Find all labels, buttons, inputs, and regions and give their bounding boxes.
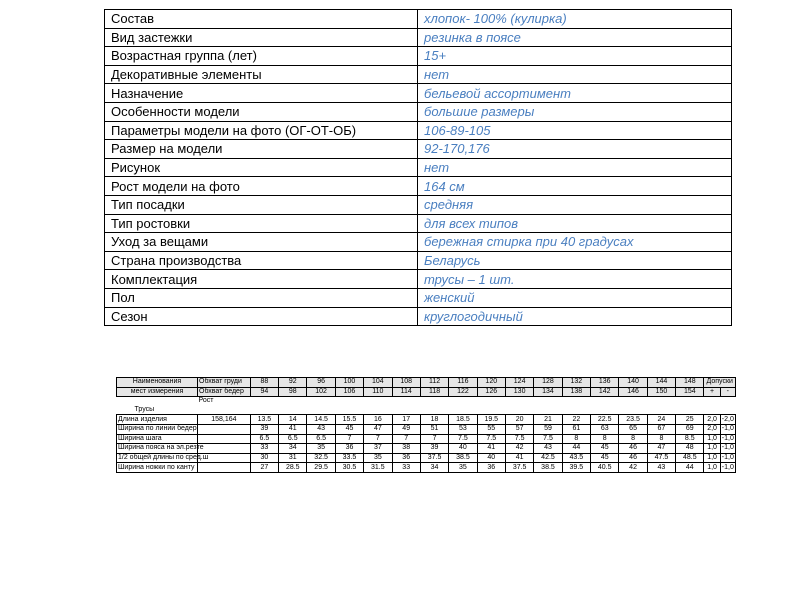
measurement-value: 17 bbox=[392, 415, 420, 425]
attribute-value: женский bbox=[418, 288, 732, 307]
attribute-row bbox=[105, 158, 732, 177]
measurement-label: Ширина по линии бедер bbox=[118, 425, 197, 433]
measurement-value: 41 bbox=[505, 453, 533, 463]
attribute-row bbox=[105, 288, 732, 307]
hip-value: 94 bbox=[250, 387, 278, 397]
measurement-value: 57 bbox=[505, 424, 533, 434]
attribute-name: Рисунок bbox=[105, 158, 418, 177]
measurement-value: 38 bbox=[392, 444, 420, 454]
measurement-value: 43 bbox=[307, 424, 335, 434]
measurement-value: 42.5 bbox=[534, 453, 562, 463]
measurement-value: 37 bbox=[364, 444, 392, 454]
measurement-label: Ширина ножки по канту bbox=[117, 463, 198, 473]
measurement-value: 18.5 bbox=[449, 415, 477, 425]
attribute-name: Параметры модели на фото (ОГ-ОТ-ОБ) bbox=[105, 121, 418, 140]
measurement-value: 49 bbox=[392, 424, 420, 434]
tolerance-minus: -1,0 bbox=[721, 463, 734, 471]
height-value bbox=[198, 444, 251, 454]
attribute-value: 164 см bbox=[418, 177, 732, 196]
attribute-name: Сезон bbox=[105, 307, 418, 326]
measurement-value: 7.5 bbox=[477, 434, 505, 444]
chest-value: 140 bbox=[619, 378, 647, 388]
attribute-row bbox=[105, 233, 732, 252]
tolerance-minus-header: - bbox=[720, 387, 735, 397]
measurement-value: 39 bbox=[250, 424, 278, 434]
measurement-value: 8 bbox=[647, 434, 675, 444]
measurement-value: 7 bbox=[364, 434, 392, 444]
measurement-value: 8 bbox=[591, 434, 619, 444]
hip-value: 138 bbox=[562, 387, 590, 397]
attribute-value: 92-170,176 bbox=[418, 140, 732, 159]
attribute-row bbox=[105, 84, 732, 103]
attribute-value: 15+ bbox=[418, 47, 732, 66]
measurement-value: 28.5 bbox=[279, 463, 307, 473]
attribute-name: Размер на модели bbox=[105, 140, 418, 159]
height-value bbox=[198, 463, 251, 473]
hip-value: 134 bbox=[534, 387, 562, 397]
hip-value: 110 bbox=[364, 387, 392, 397]
chest-value: 136 bbox=[591, 378, 619, 388]
tolerance-minus: -1,0 bbox=[721, 434, 734, 442]
measurement-value: 69 bbox=[676, 424, 704, 434]
attribute-value: круглогодичный bbox=[418, 307, 732, 326]
measurement-value: 7 bbox=[420, 434, 448, 444]
measurement-value: 33 bbox=[250, 444, 278, 454]
measurement-row bbox=[117, 444, 736, 454]
chest-value: 104 bbox=[364, 378, 392, 388]
hip-value: 122 bbox=[449, 387, 477, 397]
attribute-row bbox=[105, 140, 732, 159]
attribute-row bbox=[105, 270, 732, 289]
chest-value: 148 bbox=[676, 378, 704, 388]
measurement-value: 40.5 bbox=[591, 463, 619, 473]
attribute-row bbox=[105, 214, 732, 233]
measurement-value: 40 bbox=[477, 453, 505, 463]
height-value: 158,164 bbox=[198, 415, 251, 425]
tolerance-plus: 2,0 bbox=[704, 415, 720, 425]
attribute-value: резинка в поясе bbox=[418, 28, 732, 47]
measurement-value: 39.5 bbox=[562, 463, 590, 473]
chest-value: 96 bbox=[307, 378, 335, 388]
attribute-row bbox=[105, 307, 732, 326]
measurement-value: 36 bbox=[392, 453, 420, 463]
attribute-value: бельевой ассортимент bbox=[418, 84, 732, 103]
measurement-value: 41 bbox=[279, 424, 307, 434]
measurement-value: 34 bbox=[420, 463, 448, 473]
chest-value: 128 bbox=[534, 378, 562, 388]
measurement-value: 15.5 bbox=[335, 415, 363, 425]
measurement-value: 6.5 bbox=[307, 434, 335, 444]
measurement-value: 63 bbox=[591, 424, 619, 434]
attribute-name: Рост модели на фото bbox=[105, 177, 418, 196]
size-chart-table bbox=[116, 377, 736, 473]
measurement-row bbox=[117, 434, 736, 444]
measurement-row bbox=[117, 415, 736, 425]
measurement-label: Ширина пояса на эл.резте bbox=[118, 444, 204, 452]
measurement-value: 23.5 bbox=[619, 415, 647, 425]
attribute-value: трусы – 1 шт. bbox=[418, 270, 732, 289]
garment-label: Трусы bbox=[117, 406, 198, 415]
hip-value: 150 bbox=[647, 387, 675, 397]
hip-value: 118 bbox=[420, 387, 448, 397]
measurement-value: 27 bbox=[250, 463, 278, 473]
attribute-row bbox=[105, 102, 732, 121]
attribute-row bbox=[105, 47, 732, 66]
height-label-row bbox=[117, 397, 736, 406]
measurement-value: 35 bbox=[449, 463, 477, 473]
attribute-row bbox=[105, 195, 732, 214]
measurement-value: 61 bbox=[562, 424, 590, 434]
height-label: Рост bbox=[198, 397, 214, 405]
measurement-value: 8.5 bbox=[676, 434, 704, 444]
measurement-value: 29.5 bbox=[307, 463, 335, 473]
attribute-value: хлопок- 100% (кулирка) bbox=[418, 10, 732, 29]
measurement-label: 1/2 общей длины по сред.ш bbox=[118, 454, 209, 462]
measurement-value: 6.5 bbox=[279, 434, 307, 444]
chest-value: 116 bbox=[449, 378, 477, 388]
measurement-value: 8 bbox=[562, 434, 590, 444]
attribute-name: Особенности модели bbox=[105, 102, 418, 121]
measurement-value: 45 bbox=[591, 453, 619, 463]
measurement-value: 7 bbox=[392, 434, 420, 444]
measurement-value: 22 bbox=[562, 415, 590, 425]
measurement-value: 42 bbox=[505, 444, 533, 454]
attribute-row bbox=[105, 177, 732, 196]
hip-value: 126 bbox=[477, 387, 505, 397]
tolerance-minus: -1,0 bbox=[721, 444, 734, 452]
measurement-value: 7.5 bbox=[449, 434, 477, 444]
size-header-row-hips bbox=[117, 387, 736, 397]
measurement-label: Ширина шага bbox=[117, 434, 198, 444]
tolerance-label: Допуски bbox=[704, 378, 736, 388]
hip-value: 114 bbox=[392, 387, 420, 397]
measurement-value: 47 bbox=[364, 424, 392, 434]
chest-value: 112 bbox=[420, 378, 448, 388]
measurement-value: 46 bbox=[619, 444, 647, 454]
hip-value: 146 bbox=[619, 387, 647, 397]
height-value bbox=[198, 424, 251, 434]
measurement-value: 7.5 bbox=[534, 434, 562, 444]
measurement-value: 65 bbox=[619, 424, 647, 434]
measurement-value: 21 bbox=[534, 415, 562, 425]
tolerance-minus: -2,0 bbox=[721, 415, 734, 423]
measurement-value: 20 bbox=[505, 415, 533, 425]
measurement-value: 48 bbox=[676, 444, 704, 454]
measurement-value: 30.5 bbox=[335, 463, 363, 473]
tolerance-plus-header: + bbox=[704, 387, 720, 397]
measurement-value: 25 bbox=[676, 415, 704, 425]
measurement-value: 35 bbox=[364, 453, 392, 463]
measurement-value: 33 bbox=[392, 463, 420, 473]
chest-value: 124 bbox=[505, 378, 533, 388]
hips-row-label: Обхват бедер bbox=[198, 387, 251, 397]
measurement-value: 48.5 bbox=[676, 453, 704, 463]
attribute-value: нет bbox=[418, 158, 732, 177]
header-label-places: мест измерения bbox=[117, 387, 198, 397]
measurement-value: 38.5 bbox=[534, 463, 562, 473]
measurement-value: 42 bbox=[619, 463, 647, 473]
attribute-row bbox=[105, 28, 732, 47]
measurement-value: 43 bbox=[534, 444, 562, 454]
measurement-value: 45 bbox=[591, 444, 619, 454]
measurement-value: 36 bbox=[477, 463, 505, 473]
measurement-value: 67 bbox=[647, 424, 675, 434]
chest-value: 108 bbox=[392, 378, 420, 388]
measurement-value: 31 bbox=[279, 453, 307, 463]
measurement-value: 37.5 bbox=[505, 463, 533, 473]
attribute-name: Вид застежки bbox=[105, 28, 418, 47]
attribute-value: средняя bbox=[418, 195, 732, 214]
measurement-value: 51 bbox=[420, 424, 448, 434]
measurement-value: 18 bbox=[420, 415, 448, 425]
chest-value: 132 bbox=[562, 378, 590, 388]
measurement-value: 35 bbox=[307, 444, 335, 454]
measurement-value: 43.5 bbox=[562, 453, 590, 463]
attribute-value: 106-89-105 bbox=[418, 121, 732, 140]
hip-value: 102 bbox=[307, 387, 335, 397]
measurement-value: 47.5 bbox=[647, 453, 675, 463]
tolerance-plus: 1,0 bbox=[704, 434, 720, 444]
measurement-value: 39 bbox=[420, 444, 448, 454]
measurement-value: 6.5 bbox=[250, 434, 278, 444]
hip-value: 154 bbox=[676, 387, 704, 397]
attribute-name: Возрастная группа (лет) bbox=[105, 47, 418, 66]
hip-value: 130 bbox=[505, 387, 533, 397]
measurement-value: 40 bbox=[449, 444, 477, 454]
chest-value: 92 bbox=[279, 378, 307, 388]
attribute-name: Комплектация bbox=[105, 270, 418, 289]
attribute-value: Беларусь bbox=[418, 251, 732, 270]
measurement-value: 59 bbox=[534, 424, 562, 434]
attribute-name: Страна производства bbox=[105, 251, 418, 270]
measurement-row bbox=[117, 424, 736, 434]
tolerance-plus: 2,0 bbox=[704, 424, 720, 434]
size-header-row-chest bbox=[117, 378, 736, 388]
attribute-row bbox=[105, 251, 732, 270]
measurement-value: 33.5 bbox=[335, 453, 363, 463]
attribute-name: Тип ростовки bbox=[105, 214, 418, 233]
measurement-value: 14 bbox=[279, 415, 307, 425]
tolerance-plus: 1,0 bbox=[704, 463, 720, 473]
measurement-value: 32.5 bbox=[307, 453, 335, 463]
measurement-value: 36 bbox=[335, 444, 363, 454]
measurement-value: 8 bbox=[619, 434, 647, 444]
measurement-label: Длина изделия bbox=[117, 415, 198, 425]
measurement-value: 22.5 bbox=[591, 415, 619, 425]
tolerance-plus: 1,0 bbox=[704, 444, 720, 454]
tolerance-plus: 1,0 bbox=[704, 453, 720, 463]
attribute-name: Уход за вещами bbox=[105, 233, 418, 252]
measurement-value: 37.5 bbox=[420, 453, 448, 463]
attribute-name: Декоративные элементы bbox=[105, 65, 418, 84]
attribute-name: Пол bbox=[105, 288, 418, 307]
measurement-row bbox=[117, 453, 736, 463]
attribute-row bbox=[105, 65, 732, 84]
hip-value: 98 bbox=[279, 387, 307, 397]
tolerance-minus: -1,0 bbox=[721, 454, 734, 462]
measurement-value: 19.5 bbox=[477, 415, 505, 425]
product-attributes-table bbox=[104, 9, 732, 326]
measurement-value: 44 bbox=[676, 463, 704, 473]
attribute-value: бережная стирка при 40 градусах bbox=[418, 233, 732, 252]
measurement-value: 44 bbox=[562, 444, 590, 454]
attribute-value: нет bbox=[418, 65, 732, 84]
measurement-value: 55 bbox=[477, 424, 505, 434]
measurement-value: 31.5 bbox=[364, 463, 392, 473]
attribute-name: Назначение bbox=[105, 84, 418, 103]
measurement-value: 13.5 bbox=[250, 415, 278, 425]
garment-label-row bbox=[117, 406, 736, 415]
measurement-value: 7 bbox=[335, 434, 363, 444]
height-value bbox=[198, 434, 251, 444]
measurement-value: 46 bbox=[619, 453, 647, 463]
measurement-value: 38.5 bbox=[449, 453, 477, 463]
measurement-value: 24 bbox=[647, 415, 675, 425]
attribute-name: Состав bbox=[105, 10, 418, 29]
header-label-names: Наименования bbox=[117, 378, 198, 388]
measurement-value: 34 bbox=[279, 444, 307, 454]
measurement-value: 53 bbox=[449, 424, 477, 434]
measurement-value: 16 bbox=[364, 415, 392, 425]
measurement-value: 47 bbox=[647, 444, 675, 454]
chest-row-label: Обхват груди bbox=[198, 378, 251, 388]
attribute-row bbox=[105, 121, 732, 140]
measurement-value: 14.5 bbox=[307, 415, 335, 425]
chest-value: 100 bbox=[335, 378, 363, 388]
measurement-value: 45 bbox=[335, 424, 363, 434]
hip-value: 106 bbox=[335, 387, 363, 397]
attribute-value: для всех типов bbox=[418, 214, 732, 233]
measurement-value: 41 bbox=[477, 444, 505, 454]
measurement-row bbox=[117, 463, 736, 473]
measurement-value: 30 bbox=[250, 453, 278, 463]
chest-value: 120 bbox=[477, 378, 505, 388]
chest-value: 144 bbox=[647, 378, 675, 388]
measurement-value: 7.5 bbox=[505, 434, 533, 444]
tolerance-minus: -1,0 bbox=[721, 425, 734, 433]
attribute-row bbox=[105, 10, 732, 29]
hip-value: 142 bbox=[591, 387, 619, 397]
attribute-value: большие размеры bbox=[418, 102, 732, 121]
attribute-name: Тип посадки bbox=[105, 195, 418, 214]
chest-value: 88 bbox=[250, 378, 278, 388]
measurement-value: 43 bbox=[647, 463, 675, 473]
